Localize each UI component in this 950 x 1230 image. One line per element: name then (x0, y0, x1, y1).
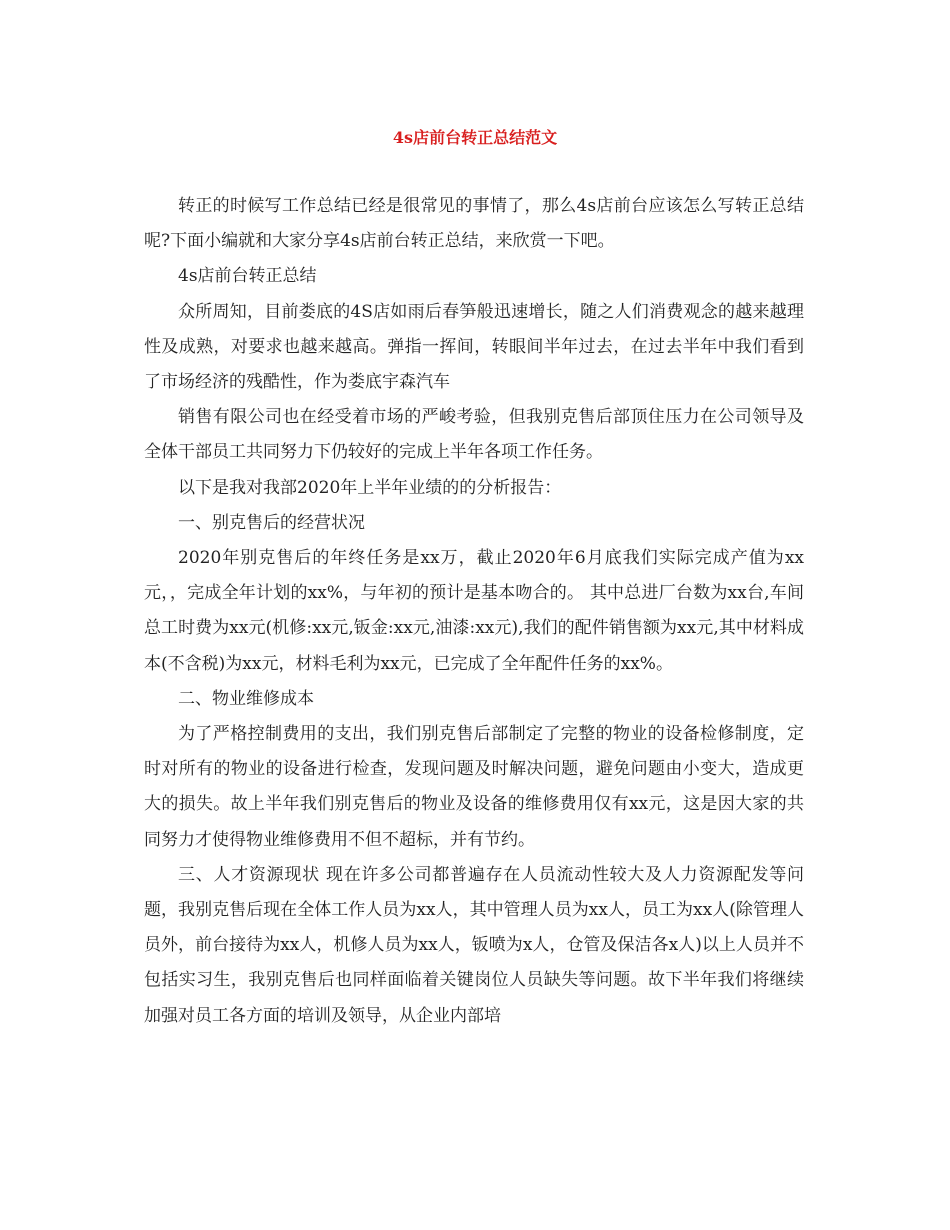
document-body (144, 189, 804, 1034)
paragraph-intro: 转正的时候写工作总结已经是很常见的事情了，那么4s店前台应该怎么写转正总结呢?下面小编就和大家分享4s店前台转正总结，来欣赏一下吧。 (144, 196, 804, 252)
paragraph-background-cont: 销售有限公司也在经受着市场的严峻考验，但我别克售后部顶住压力在公司领导及全体干部员工共同努力下仍较好的完成上半年各项工作任务。 (144, 407, 804, 463)
section-heading-2: 二、物业维修成本 (178, 688, 314, 709)
paragraph-subtitle: 4s店前台转正总结 (178, 266, 317, 287)
paragraph-section-2: 为了严格控制费用的支出，我们别克售后部制定了完整的物业的设备检修制度，定时对所有的物业的设备进行检查，发现问题及时解决问题，避免问题由小变大，造成更大的损失。故上半年我们别克售后的物业及设备的维修费用仅有xx元，这是因大家的共同努力才使得物业维修费用不但不超标，并有节约。 (144, 724, 804, 850)
document-title: 4s店前台转正总结范文 (392, 128, 558, 147)
section-heading-1: 一、别克售后的经营状况 (178, 512, 365, 533)
paragraph-report-intro: 以下是我对我部2020年上半年业绩的的分析报告： (178, 477, 562, 498)
paragraph-background: 众所周知，目前娄底的4S店如雨后春笋般迅速增长，随之人们消费观念的越来越理性及成熟，对要求也越来越高。弹指一挥间，转眼间半年过去，在过去半年中我们看到了市场经济的残酷性，作为娄底宇森汽车 (144, 301, 804, 393)
paragraph-section-3: 三、人才资源现状 现在许多公司都普遍存在人员流动性较大及人力资源配发等问题，我别克售后现在全体工作人员为xx人，其中管理人员为xx人，员工为xx人(除管理人员外，前台接待为xx人，机修人员为xx人，钣喷为x人，仓管及保洁各x人)以上人员并不包括实习生，我别克售后也同样面临着关键岗位人员缺失等问题。故下半年我们将继续加强对员工各方面的培训及领导，从企业内部培 (144, 864, 804, 1026)
paragraph-section-1: 2020年别克售后的年终任务是xx万，截止2020年6月底我们实际完成产值为xx元，，完成全年计划的xx%，与年初的预计是基本吻合的。 其中总进厂台数为xx台,车间总工时费为xx元(机修:xx元,钣金:xx元,油漆:xx元),我们的配件销售额为xx元,其中材料成本(不含税)为xx元，材料毛利为xx元，已完成了全年配件任务的xx%。 (144, 548, 804, 674)
